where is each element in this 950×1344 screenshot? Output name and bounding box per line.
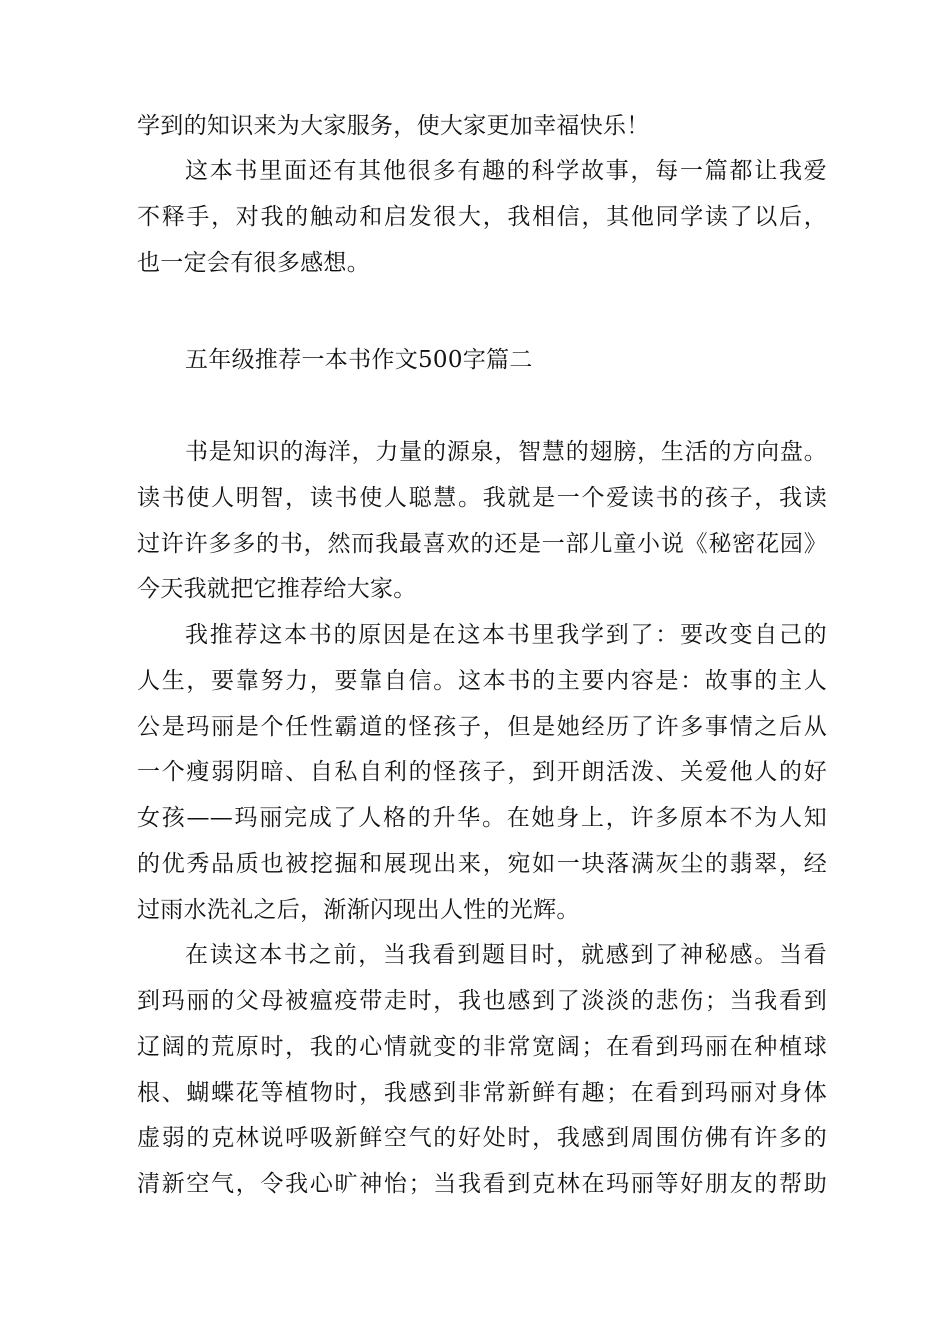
- text-line: 公是玛丽是个任性霸道的怪孩子，但是她经历了许多事情之后从: [137, 714, 827, 740]
- text-line: 过许许多多的书，然而我最喜欢的还是一部儿童小说《秘密花园》: [137, 531, 827, 557]
- text-line: 在读这本书之前，当我看到题目时，就感到了神秘感。当看: [185, 942, 827, 968]
- text-line: 学到的知识来为大家服务，使大家更加幸福快乐！: [137, 113, 650, 139]
- text-line: 清新空气，令我心旷神怡；当我看到克林在玛丽等好朋友的帮助: [137, 1171, 827, 1197]
- text-line: 一个瘦弱阴暗、自私自利的怪孩子，到开朗活泼、关爱他人的好: [137, 759, 827, 785]
- text-line: 虚弱的克林说呼吸新鲜空气的好处时，我感到周围仿佛有许多的: [137, 1125, 827, 1151]
- text-line: 书是知识的海洋，力量的源泉，智慧的翅膀，生活的方向盘。: [185, 439, 827, 465]
- text-line: 我推荐这本书的原因是在这本书里我学到了：要改变自己的: [185, 622, 827, 648]
- text-line: 这本书里面还有其他很多有趣的科学故事，每一篇都让我爱: [185, 158, 827, 184]
- text-line: 女孩——玛丽完成了人格的升华。在她身上，许多原本不为人知: [137, 805, 827, 831]
- text-line: 人生，要靠努力，要靠自信。这本书的主要内容是：故事的主人: [137, 668, 827, 694]
- text-line: 到玛丽的父母被瘟疫带走时，我也感到了淡淡的悲伤；当我看到: [137, 988, 827, 1014]
- text-line: 读书使人明智，读书使人聪慧。我就是一个爱读书的孩子，我读: [137, 485, 827, 511]
- text-line: 不释手，对我的触动和启发很大，我相信，其他同学读了以后，: [137, 204, 827, 230]
- text-line: 也一定会有很多感想。: [137, 250, 370, 276]
- text-line: 今天我就把它推荐给大家。: [137, 576, 417, 602]
- section-heading: 五年级推荐一本书作文500字篇二: [185, 347, 533, 373]
- text-line: 的优秀品质也被挖掘和展现出来，宛如一块落满灰尘的翡翠，经: [137, 851, 827, 877]
- text-line: 辽阔的荒原时，我的心情就变的非常宽阔；在看到玛丽在种植球: [137, 1034, 827, 1060]
- text-line: 过雨水洗礼之后，渐渐闪现出人性的光辉。: [137, 897, 580, 923]
- text-line: 根、蝴蝶花等植物时，我感到非常新鲜有趣；在看到玛丽对身体: [137, 1080, 827, 1106]
